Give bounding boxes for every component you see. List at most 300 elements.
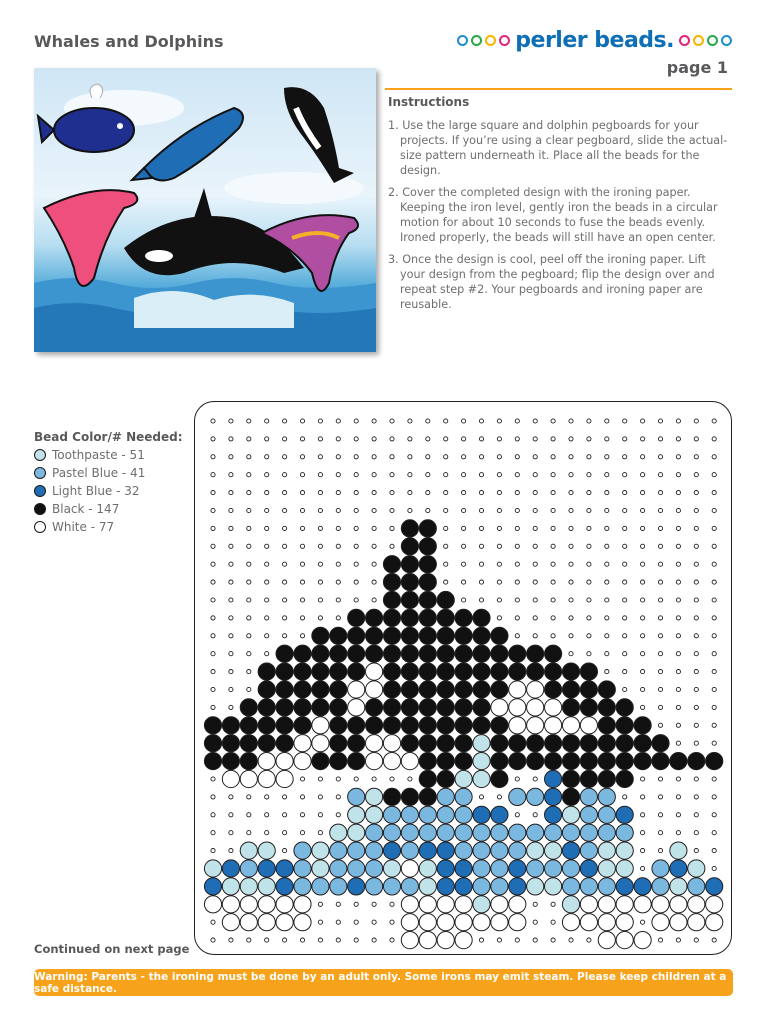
peg (211, 831, 215, 835)
bead (634, 717, 651, 734)
bead (455, 806, 472, 823)
peg (551, 437, 555, 441)
peg (247, 670, 251, 674)
peg (408, 508, 412, 512)
peg (694, 849, 698, 853)
peg (515, 598, 519, 602)
peg (569, 437, 573, 441)
peg (569, 508, 573, 512)
bead (545, 860, 562, 877)
peg (712, 866, 716, 870)
peg (641, 866, 645, 870)
bead (401, 556, 418, 573)
peg (712, 580, 716, 584)
peg (390, 902, 394, 906)
peg (265, 419, 269, 423)
bead (222, 735, 239, 752)
bead (545, 770, 562, 787)
bead (562, 681, 579, 698)
bead (258, 753, 275, 770)
peg (372, 580, 376, 584)
peg (354, 580, 358, 584)
peg (694, 831, 698, 835)
bead (330, 753, 347, 770)
bead (437, 824, 454, 841)
bead (634, 932, 651, 949)
peg (354, 920, 358, 924)
bead (419, 627, 436, 644)
peg (336, 580, 340, 584)
bead (509, 699, 526, 716)
peg (336, 526, 340, 530)
peg (533, 437, 537, 441)
peg (211, 437, 215, 441)
bead (562, 878, 579, 895)
peg (318, 813, 322, 817)
peg (497, 419, 501, 423)
peg (641, 705, 645, 709)
bead (598, 806, 615, 823)
peg (569, 580, 573, 584)
bead (294, 860, 311, 877)
peg (247, 598, 251, 602)
bead (437, 753, 454, 770)
bead (383, 609, 400, 626)
peg (444, 562, 448, 566)
peg (426, 419, 430, 423)
bead (419, 574, 436, 591)
peg (479, 938, 483, 942)
peg (336, 616, 340, 620)
bead (401, 753, 418, 770)
bead (580, 878, 597, 895)
bead (401, 591, 418, 608)
bead (598, 860, 615, 877)
peg (533, 526, 537, 530)
bead (366, 645, 383, 662)
peg (462, 526, 466, 530)
bead (240, 717, 257, 734)
bead (473, 663, 490, 680)
bead (276, 699, 293, 716)
peg (605, 508, 609, 512)
bead (419, 609, 436, 626)
bead (473, 878, 490, 895)
peg (390, 455, 394, 459)
peg (247, 831, 251, 835)
peg (318, 902, 322, 906)
bead (330, 663, 347, 680)
peg (605, 455, 609, 459)
peg (283, 938, 287, 942)
peg (462, 437, 466, 441)
peg (676, 508, 680, 512)
bead (312, 627, 329, 644)
peg (408, 437, 412, 441)
bead (276, 717, 293, 734)
instructions-list (388, 118, 734, 319)
bead (383, 735, 400, 752)
peg (211, 652, 215, 656)
bead (580, 717, 597, 734)
bead (437, 932, 454, 949)
peg (676, 687, 680, 691)
pegboard-grid (195, 402, 731, 954)
peg (676, 670, 680, 674)
bead (598, 717, 615, 734)
peg (587, 508, 591, 512)
peg (533, 813, 537, 817)
peg (479, 508, 483, 512)
peg (515, 938, 519, 942)
bead (330, 842, 347, 859)
peg (211, 687, 215, 691)
peg (605, 634, 609, 638)
bead (348, 663, 365, 680)
bead (437, 699, 454, 716)
peg (658, 437, 662, 441)
peg (712, 544, 716, 548)
bead (598, 735, 615, 752)
peg (336, 813, 340, 817)
peg (551, 473, 555, 477)
peg (265, 831, 269, 835)
bead (491, 860, 508, 877)
bead (473, 681, 490, 698)
peg (408, 777, 412, 781)
peg (372, 473, 376, 477)
peg (265, 562, 269, 566)
peg (229, 849, 233, 853)
peg (336, 419, 340, 423)
bead (652, 896, 669, 913)
peg (587, 544, 591, 548)
peg (676, 562, 680, 566)
peg (229, 526, 233, 530)
peg (551, 616, 555, 620)
peg (372, 419, 376, 423)
peg (641, 687, 645, 691)
bead (670, 896, 687, 913)
peg (658, 813, 662, 817)
instruction-step: 2. Cover the completed design with the ironing paper. Keeping the iron level, gently iron the beads in a circular motion for about 10 seconds to fuse the beads evenly. Ironed properly, the beads will still have an open center. (388, 186, 718, 244)
peg (712, 473, 716, 477)
bead (312, 699, 329, 716)
peg (694, 705, 698, 709)
bead (545, 645, 562, 662)
bead (527, 824, 544, 841)
product-photo (34, 68, 376, 352)
peg (300, 419, 304, 423)
bead (366, 627, 383, 644)
peg (551, 562, 555, 566)
bead (652, 860, 669, 877)
bead (222, 717, 239, 734)
bead (598, 896, 615, 913)
bead-swatch (34, 485, 46, 497)
bead (312, 842, 329, 859)
peg (247, 473, 251, 477)
peg (318, 544, 322, 548)
bead (276, 681, 293, 698)
bead (419, 556, 436, 573)
peg (283, 616, 287, 620)
peg (497, 580, 501, 584)
peg (551, 634, 555, 638)
peg (623, 687, 627, 691)
bead (562, 914, 579, 931)
bead (240, 770, 257, 787)
peg (712, 813, 716, 817)
peg (587, 634, 591, 638)
peg (408, 473, 412, 477)
peg (551, 508, 555, 512)
peg (694, 562, 698, 566)
peg (694, 544, 698, 548)
peg (247, 580, 251, 584)
peg (641, 437, 645, 441)
peg (336, 544, 340, 548)
bead (401, 699, 418, 716)
bead (258, 860, 275, 877)
peg (623, 455, 627, 459)
bead (527, 860, 544, 877)
peg (229, 508, 233, 512)
bead (509, 842, 526, 859)
bead (419, 663, 436, 680)
bead (348, 824, 365, 841)
bead-swatch (34, 449, 46, 461)
peg (641, 813, 645, 817)
bead (491, 878, 508, 895)
peg (300, 831, 304, 835)
peg (300, 777, 304, 781)
peg (712, 652, 716, 656)
bead (437, 860, 454, 877)
peg (569, 562, 573, 566)
peg (712, 777, 716, 781)
peg (676, 634, 680, 638)
instructions-heading: Instructions (388, 95, 470, 109)
bead (383, 556, 400, 573)
peg (641, 455, 645, 459)
peg (300, 562, 304, 566)
bead (312, 663, 329, 680)
bead (473, 914, 490, 931)
peg (515, 813, 519, 817)
bead (401, 806, 418, 823)
peg (533, 634, 537, 638)
bead (204, 860, 221, 877)
bead (276, 896, 293, 913)
peg (300, 795, 304, 799)
peg (390, 419, 394, 423)
peg (712, 455, 716, 459)
bead (598, 842, 615, 859)
bead (545, 842, 562, 859)
peg (551, 938, 555, 942)
peg (605, 598, 609, 602)
peg (354, 777, 358, 781)
peg (515, 508, 519, 512)
peg (390, 938, 394, 942)
bead (294, 645, 311, 662)
peg (336, 920, 340, 924)
peg (265, 813, 269, 817)
peg (533, 419, 537, 423)
peg (318, 580, 322, 584)
peg (390, 491, 394, 495)
peg (676, 777, 680, 781)
bead (383, 806, 400, 823)
peg (354, 544, 358, 548)
bead (383, 860, 400, 877)
peg (605, 544, 609, 548)
bead (330, 717, 347, 734)
peg (641, 544, 645, 548)
peg (247, 419, 251, 423)
peg (641, 652, 645, 656)
bead (562, 717, 579, 734)
peg (694, 741, 698, 745)
peg (623, 562, 627, 566)
peg (676, 616, 680, 620)
bead (330, 824, 347, 841)
bead (312, 878, 329, 895)
bead (616, 770, 633, 787)
peg (587, 437, 591, 441)
peg (390, 437, 394, 441)
peg (318, 616, 322, 620)
bead (527, 753, 544, 770)
bead (294, 663, 311, 680)
peg (551, 580, 555, 584)
peg (247, 455, 251, 459)
bead (240, 735, 257, 752)
bead (527, 717, 544, 734)
bead (222, 770, 239, 787)
bead (509, 735, 526, 752)
peg (300, 544, 304, 548)
peg (658, 544, 662, 548)
peg (551, 544, 555, 548)
bead (509, 788, 526, 805)
peg (211, 526, 215, 530)
bead (240, 699, 257, 716)
bead (348, 717, 365, 734)
bead (312, 681, 329, 698)
bead (294, 842, 311, 859)
bead (580, 842, 597, 859)
peg (354, 508, 358, 512)
bead (366, 842, 383, 859)
bead (455, 896, 472, 913)
peg (247, 634, 251, 638)
bead (401, 824, 418, 841)
bead (598, 788, 615, 805)
peg (462, 580, 466, 584)
bead (348, 681, 365, 698)
peg (515, 634, 519, 638)
peg (533, 902, 537, 906)
page-title: Whales and Dolphins (34, 32, 224, 51)
peg (694, 580, 698, 584)
peg (658, 849, 662, 853)
peg (444, 526, 448, 530)
peg (676, 598, 680, 602)
bead (348, 753, 365, 770)
bead (348, 645, 365, 662)
bead (455, 753, 472, 770)
peg (318, 920, 322, 924)
peg (426, 473, 430, 477)
bead (455, 663, 472, 680)
peg (229, 544, 233, 548)
peg (497, 598, 501, 602)
peg (551, 598, 555, 602)
bead (276, 753, 293, 770)
peg (318, 455, 322, 459)
peg (658, 562, 662, 566)
peg (390, 508, 394, 512)
peg (211, 473, 215, 477)
bead (401, 663, 418, 680)
peg (211, 544, 215, 548)
safety-warning-text: Warning: Parents - the ironing must be done by an adult only. Some irons may emit steam. Please keep children at a safe distance. (34, 970, 727, 995)
bead (706, 753, 723, 770)
peg (587, 616, 591, 620)
peg (551, 419, 555, 423)
header-divider (385, 88, 732, 90)
peg (229, 491, 233, 495)
bead (670, 878, 687, 895)
bead (401, 842, 418, 859)
legend-label: Pastel Blue - 41 (52, 466, 146, 480)
bead (473, 770, 490, 787)
bead (491, 842, 508, 859)
peg (658, 508, 662, 512)
bead (598, 770, 615, 787)
bead-swatch (34, 467, 46, 479)
peg (676, 795, 680, 799)
bead (258, 699, 275, 716)
instruction-step: 3. Once the design is cool, peel off the ironing paper. Lift your design from the pegboard; flip the design over and repeat step #2. Your pegboards and ironing paper are reusable. (388, 253, 715, 311)
bead (401, 681, 418, 698)
peg (551, 902, 555, 906)
peg (265, 544, 269, 548)
bead (419, 735, 436, 752)
peg (515, 455, 519, 459)
bead (688, 896, 705, 913)
peg (479, 795, 483, 799)
bead (401, 914, 418, 931)
bead (383, 717, 400, 734)
peg (229, 562, 233, 566)
bead (598, 824, 615, 841)
peg (318, 437, 322, 441)
peg (318, 831, 322, 835)
bead (616, 699, 633, 716)
bead (383, 878, 400, 895)
peg (641, 508, 645, 512)
peg (265, 598, 269, 602)
bead (473, 824, 490, 841)
bead (706, 896, 723, 913)
peg (569, 634, 573, 638)
bead (383, 574, 400, 591)
bead (348, 860, 365, 877)
bead (294, 681, 311, 698)
